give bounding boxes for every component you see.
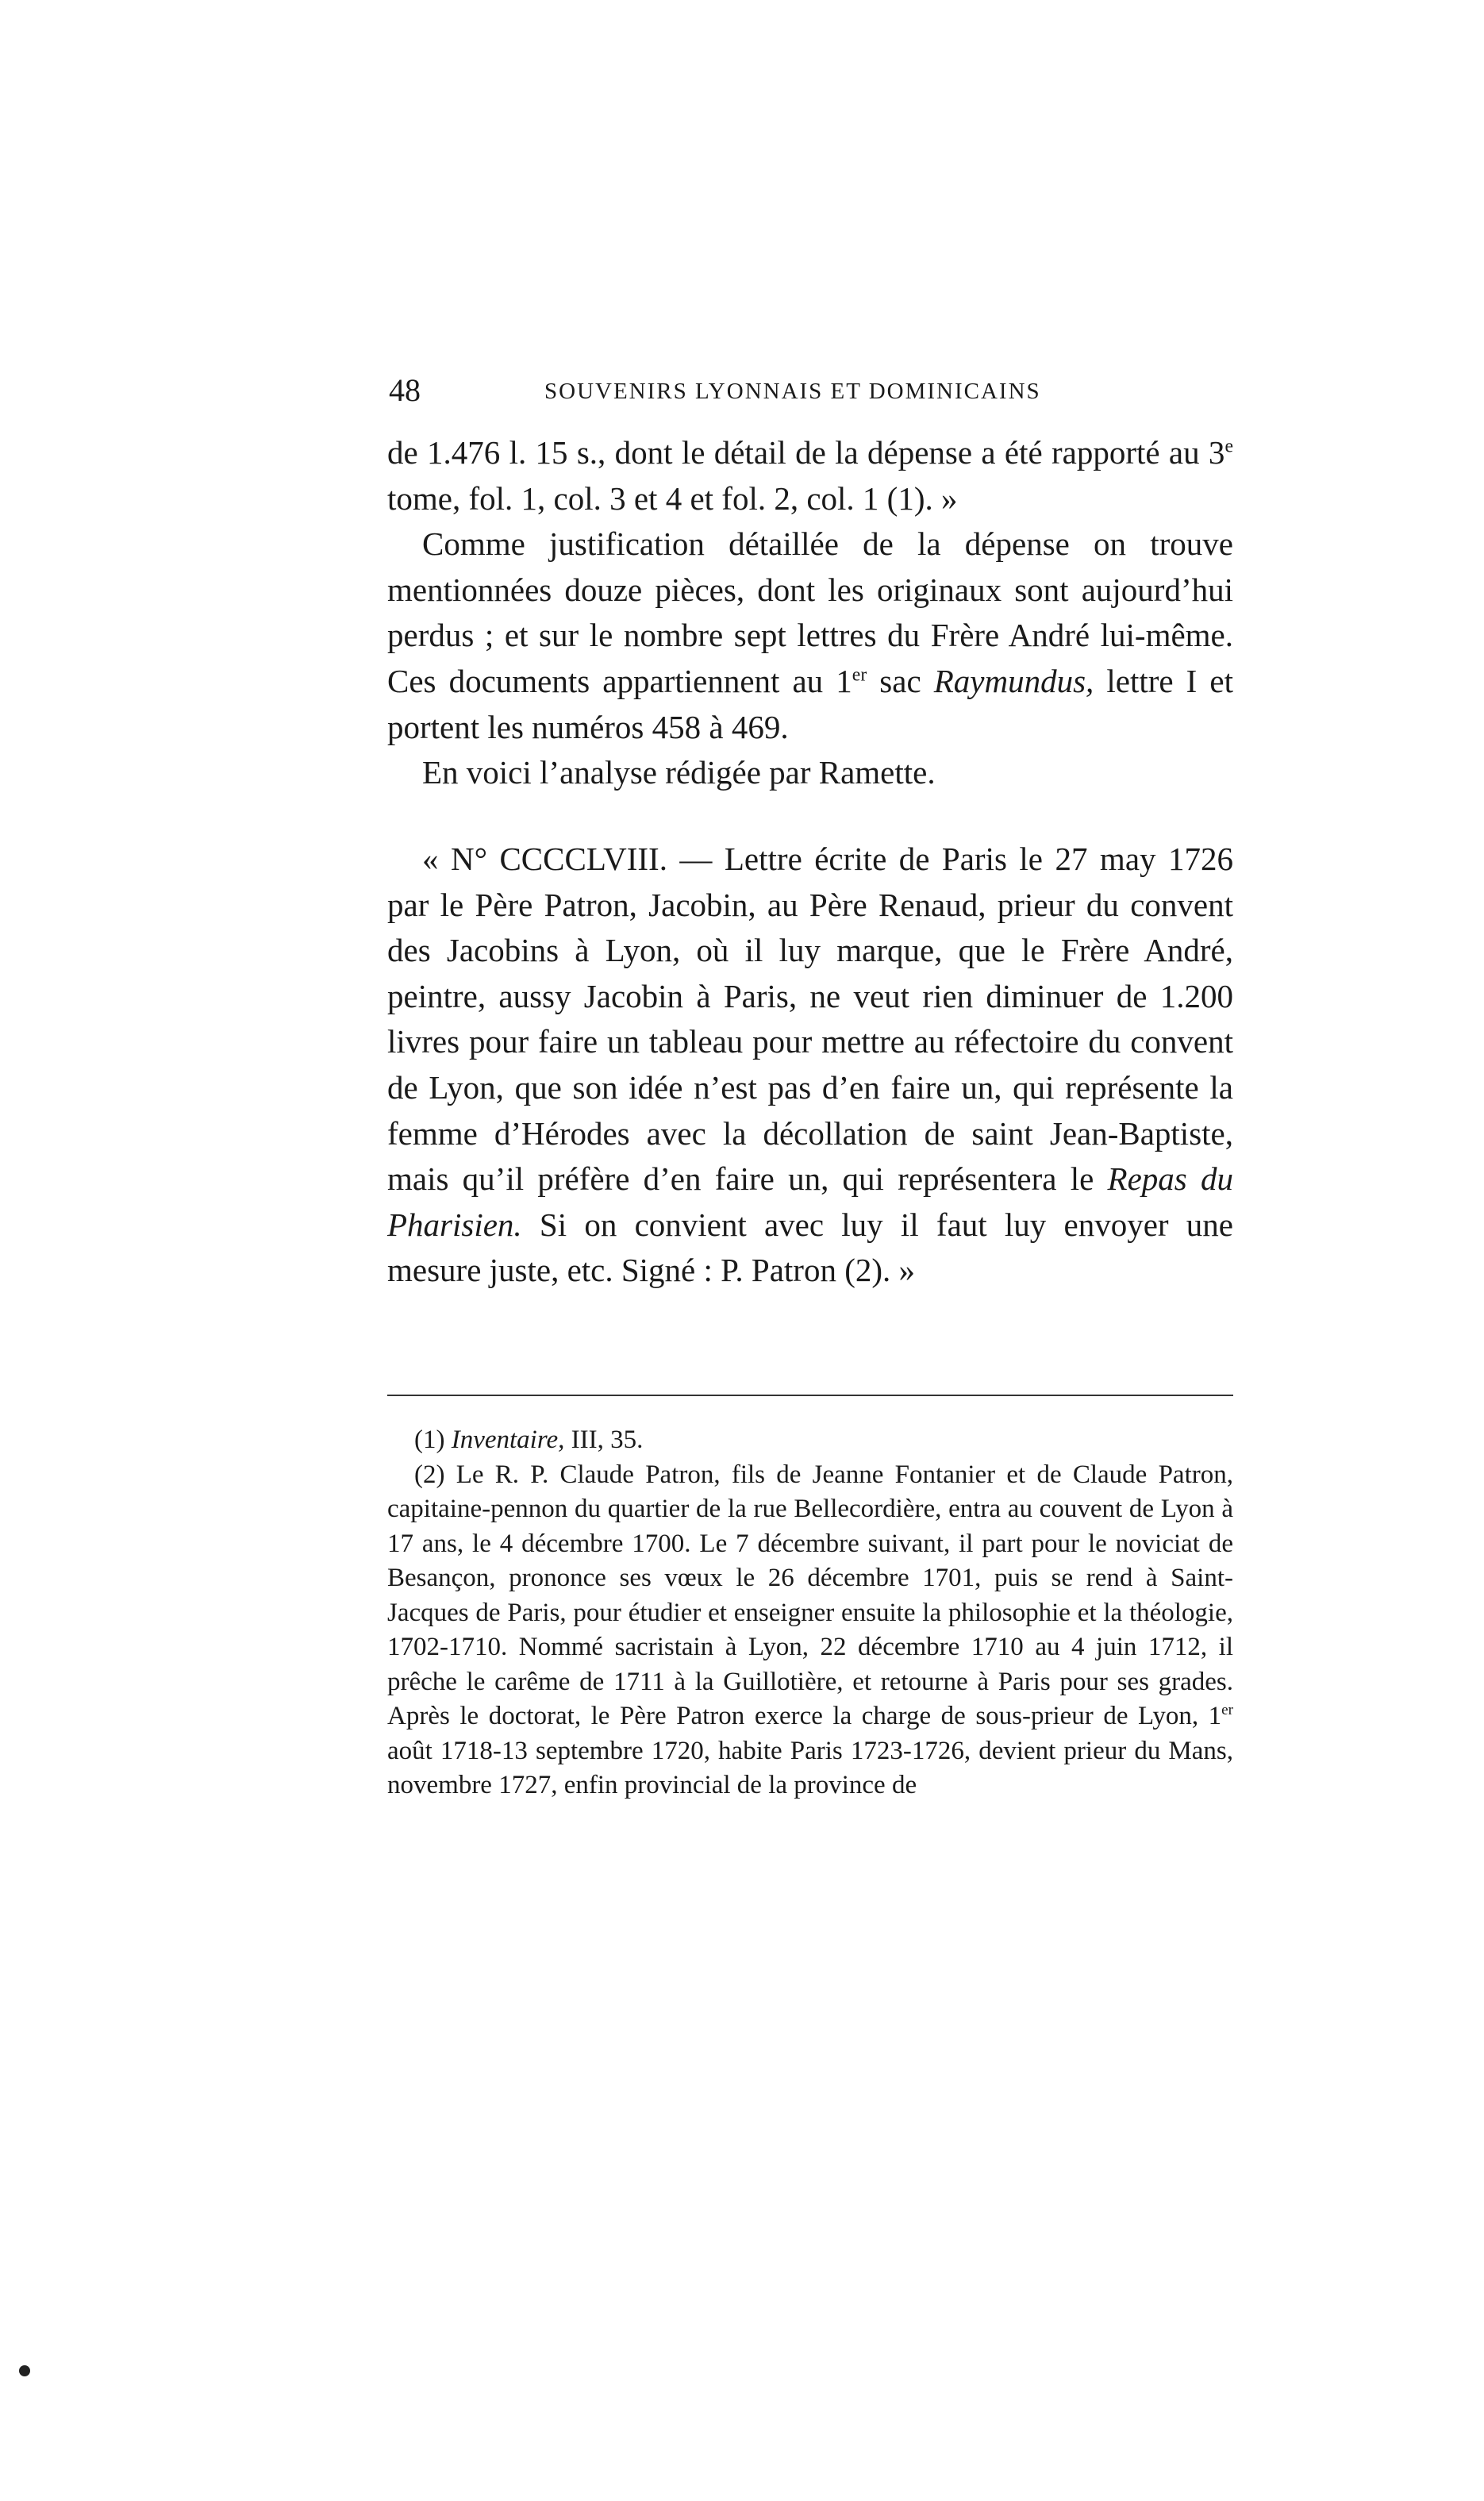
page-header [389, 367, 1230, 414]
text-run: tome, fol. 1, col. 3 et 4 et fol. 2, col. 1 (1). » [387, 479, 958, 517]
text-run: « N° CCCCLVIII. — Lettre écrite de Paris le 27 may 1726 par le Père Patron, Jacobin, au Père Renaud, prieur du convent des Jacobins à Lyon, où il luy marque, que le Frère André, peintre, aussy Jacobin à Paris, ne veut rien diminuer de 1.200 livres pour faire un tableau pour mettre au réfectoire du convent de Lyon, que son idée n’est pas d’en faire un, qui représente la femme d’Hérodes avec la décollation de saint Jean-Baptiste, mais qu’il préfère d’en faire un, qui représentera le [387, 841, 1233, 1198]
text-run: sac [867, 662, 934, 699]
page-number: 48 [389, 372, 421, 408]
text-run: août 1718-13 septembre 1720, habite Paris 1723-1726, devient prieur du Mans, novembre 1727, enfin provincial de la province de [387, 1736, 1233, 1799]
paragraph-intro: En voici l’analyse rédigée par Ramette. [422, 754, 936, 791]
footnote-1 [387, 1423, 1233, 1458]
text-run: lettre I et portent les numéros 458 à 469. [387, 662, 1234, 745]
superscript: er [1221, 1702, 1233, 1718]
text-run: Si on convient avec luy il faut luy envoyer une mesure juste, etc. Signé : P. Patron (2). » [387, 1206, 1233, 1289]
text-run: Comme justification détaillée de la dépense on trouve mentionnées douze pièces, dont les originaux sont aujourd’hui perdus ; et sur le nombre sept lettres du Frère André lui-même. Ces documents appartiennent au 1 [387, 525, 1233, 699]
paragraph-continuation [387, 430, 1233, 521]
italic-term: Raymundus, [933, 662, 1094, 699]
italic-title: Repas du Pharisien. [387, 1160, 1233, 1243]
footnotes [387, 1423, 1233, 1803]
superscript: er [852, 664, 867, 686]
text-run: de 1.476 l. 15 s., dont le détail de la dépense a été rapporté au 3 [387, 434, 1225, 471]
footnote-divider [387, 1395, 1233, 1396]
text-run: III, 35. [564, 1426, 644, 1454]
paragraph-letter-analysis [387, 837, 1233, 1294]
paragraph-justification [387, 521, 1233, 750]
superscript: e [1224, 436, 1233, 457]
footnote-marker: (1) [414, 1426, 452, 1454]
main-text-upper [387, 430, 1233, 796]
italic-title: Inventaire, [451, 1426, 565, 1454]
footnote-2 [387, 1458, 1233, 1803]
running-title: SOUVENIRS LYONNAIS ET DOMINICAINS [544, 379, 1041, 404]
text-run: (2) Le R. P. Claude Patron, fils de Jeanne Fontanier et de Claude Patron, capitaine-pennon du quartier de la rue Bellecordière, entra au couvent de Lyon à 17 ans, le 4 décembre 1700. Le 7 décembre suivant, il part pour le noviciat de Besançon, prononce ses vœux le 26 décembre 1701, puis se rend à Saint-Jacques de Paris, pour étudier et enseigner ensuite la philosophie et la théologie, 1702-1710. Nommé sacristain à Lyon, 22 décembre 1710 au 4 juin 1712, il prêche le carême de 1711 à la Guillotière, et retourne à Paris pour ses grades. Après le doctorat, le Père Patron exerce la charge de sous-prieur de Lyon, 1 [387, 1460, 1233, 1730]
ink-speck [19, 2365, 30, 2376]
main-text-quote [387, 837, 1233, 1294]
